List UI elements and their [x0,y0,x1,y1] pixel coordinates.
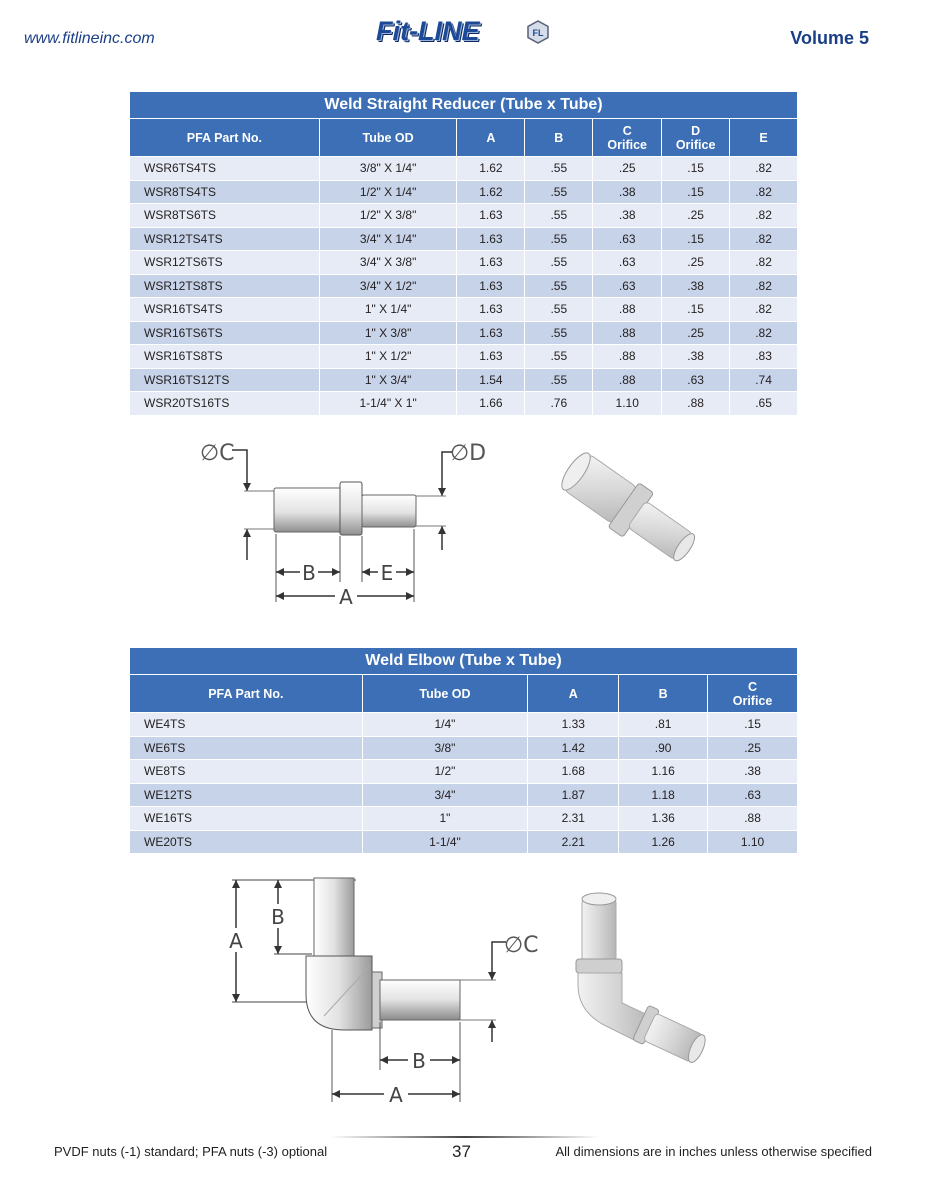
reducer-column-header [319,119,457,157]
table-cell: .82 [730,204,798,228]
column-header-sublabel: Orifice [675,137,716,152]
table-cell: .63 [593,274,662,298]
elbow-column-header [708,675,798,713]
table-cell: .82 [730,274,798,298]
table-cell: 1.62 [457,180,525,204]
table-cell: .63 [593,227,662,251]
table-cell: .65 [730,392,798,416]
part-number-cell: WSR16TS8TS [130,345,320,369]
table-cell: .25 [662,321,730,345]
table-cell: .55 [525,204,593,228]
reducer-label-e: E [380,561,394,585]
table-cell: .25 [662,251,730,275]
footer-divider [330,1136,600,1138]
elbow-column-header [362,675,528,713]
weld-elbow-table [129,647,798,854]
table-cell: 1.62 [457,157,525,181]
table-cell: 3/4" [362,783,528,807]
footer-dimension-note: All dimensions are in inches unless otherwise specified [555,1144,872,1159]
table-cell: .82 [730,251,798,275]
table-cell: 1.63 [457,204,525,228]
logo-badge-icon [526,20,550,44]
table-cell: .38 [708,760,798,784]
table-cell: .25 [662,204,730,228]
table-cell: 1-1/4" [362,830,528,854]
table-cell: .63 [708,783,798,807]
reducer-label-d: ∅D [450,441,487,466]
table-cell: .55 [525,251,593,275]
website-url[interactable]: www.fitlineinc.com [24,30,155,47]
column-header-label: E [759,130,768,145]
table-cell: .82 [730,157,798,181]
table-cell: 1.10 [593,392,662,416]
reducer-small-tube [362,495,416,527]
table-cell: .15 [662,227,730,251]
table-cell: .74 [730,368,798,392]
reducer-e-arrow-right [406,568,414,576]
table-cell: .38 [662,274,730,298]
table-row [130,807,798,831]
part-number-cell: WSR12TS8TS [130,274,320,298]
reducer-d-arrow-bottom [438,526,446,534]
column-header-label: PFA Part No. [186,130,262,145]
table-cell: 1.54 [457,368,525,392]
column-header-label: C [622,123,632,138]
table-cell: .38 [593,204,662,228]
table-row [130,204,798,228]
elbow-column-header [528,675,619,713]
reducer-label-a: A [339,585,353,609]
table-cell: .25 [708,736,798,760]
elbow-photo-upper-opening [582,893,616,905]
column-header-label: A [486,130,496,145]
table-row [130,251,798,275]
elbow-a-vert-arrow-top [232,880,240,888]
table-cell: .88 [708,807,798,831]
part-number-cell: WSR8TS6TS [130,204,320,228]
table-cell: 3/4" X 1/4" [319,227,457,251]
part-number-cell: WE8TS [130,760,363,784]
elbow-dimension-diagram [220,870,560,1110]
table-cell: .38 [662,345,730,369]
table-cell: .55 [525,180,593,204]
part-number-cell: WSR16TS4TS [130,298,320,322]
table-cell: .55 [525,321,593,345]
reducer-label-b: B [302,561,316,585]
elbow-column-header [619,675,708,713]
table-cell: .38 [593,180,662,204]
table-cell: .88 [593,345,662,369]
part-number-cell: WE20TS [130,830,363,854]
logo-wordmark: Fit-LINE [376,16,480,46]
table-row [130,321,798,345]
elbow-a-horiz-arrow-left [332,1090,340,1098]
elbow-photo-upper-tube [582,899,616,961]
table-cell: .82 [730,321,798,345]
reducer-d-arrow-top [438,488,446,496]
table-row [130,157,798,181]
table-cell: 3/4" X 3/8" [319,251,457,275]
table-cell: 1.42 [528,736,619,760]
elbow-a-vert-arrow-bottom [232,994,240,1002]
reducer-dimension-diagram [190,436,520,616]
table-row [130,760,798,784]
table-row [130,368,798,392]
table-row [130,298,798,322]
table-cell: .55 [525,345,593,369]
reducer-header-row [130,119,798,157]
table-cell: .82 [730,227,798,251]
table-row [130,274,798,298]
table-cell: 2.21 [528,830,619,854]
column-header-label: B [658,686,668,701]
table-cell: 3/4" X 1/2" [319,274,457,298]
table-cell: .25 [593,157,662,181]
elbow-header-row [130,675,798,713]
logo-badge-text: FL [532,28,544,38]
reducer-e-arrow-left [362,568,370,576]
table-cell: 1.63 [457,227,525,251]
part-number-cell: WSR8TS4TS [130,180,320,204]
table-cell: .76 [525,392,593,416]
elbow-horizontal-tube [380,980,460,1020]
column-header-label: D [691,123,701,138]
part-number-cell: WSR16TS12TS [130,368,320,392]
table-cell: 1.66 [457,392,525,416]
table-cell: .55 [525,298,593,322]
reducer-table-title: Weld Straight Reducer (Tube x Tube) [130,92,798,119]
table-cell: 1.63 [457,321,525,345]
table-cell: 1.16 [619,760,708,784]
reducer-product-photo [540,438,720,588]
table-cell: .82 [730,298,798,322]
weld-straight-reducer-table [129,91,798,416]
elbow-label-b-vert: B [271,905,285,929]
elbow-photo-upper-collar [576,959,622,973]
part-number-cell: WSR20TS16TS [130,392,320,416]
column-header-label: Tube OD [362,130,414,145]
column-header-label: Tube OD [419,686,471,701]
table-cell: .55 [525,274,593,298]
reducer-large-tube [274,488,342,532]
table-cell: 1/2" [362,760,528,784]
reducer-column-header [525,119,593,157]
reducer-column-header [662,119,730,157]
page-header [0,0,927,70]
elbow-label-b-horiz: B [412,1049,426,1073]
part-number-cell: WE6TS [130,736,363,760]
table-cell: 1.18 [619,783,708,807]
table-cell: 1-1/4" X 1" [319,392,457,416]
part-number-cell: WSR12TS6TS [130,251,320,275]
elbow-column-header [130,675,363,713]
column-header-label: PFA Part No. [208,686,284,701]
reducer-column-header [457,119,525,157]
table-cell: 2.31 [528,807,619,831]
table-cell: 1.36 [619,807,708,831]
part-number-cell: WSR12TS4TS [130,227,320,251]
table-cell: .15 [662,298,730,322]
elbow-b-horiz-arrow-right [452,1056,460,1064]
table-cell: 1.10 [708,830,798,854]
elbow-product-photo [560,885,720,1075]
table-cell: .55 [525,368,593,392]
table-cell: 1.63 [457,345,525,369]
elbow-vertical-tube [314,878,354,958]
table-row [130,830,798,854]
column-header-label: C [748,679,758,694]
table-cell: .55 [525,157,593,181]
table-cell: 1.68 [528,760,619,784]
part-number-cell: WE4TS [130,713,363,737]
table-cell: .15 [662,157,730,181]
table-cell: .88 [662,392,730,416]
part-number-cell: WSR16TS6TS [130,321,320,345]
volume-label: Volume 5 [790,28,869,48]
elbow-label-a-vert: A [229,929,243,953]
table-cell: 1.63 [457,298,525,322]
table-row [130,227,798,251]
table-cell: 1.63 [457,274,525,298]
elbow-b-horiz-arrow-left [380,1056,388,1064]
elbow-b-vert-arrow-bottom [274,946,282,954]
table-cell: 1.63 [457,251,525,275]
table-row [130,345,798,369]
column-header-label: B [554,130,564,145]
elbow-b-vert-arrow-top [274,880,282,888]
reducer-a-arrow-right [406,592,414,600]
reducer-b-arrow-left [276,568,284,576]
table-cell: .81 [619,713,708,737]
table-cell: .63 [662,368,730,392]
table-cell: 1" X 1/4" [319,298,457,322]
fitline-logo [376,16,566,50]
table-cell: 1.33 [528,713,619,737]
table-cell: 3/8" X 1/4" [319,157,457,181]
table-row [130,713,798,737]
reducer-column-header [730,119,798,157]
elbow-c-arrow-bottom [488,1020,496,1028]
table-cell: .88 [593,368,662,392]
column-header-sublabel: Orifice [732,693,773,708]
table-cell: 1" X 3/8" [319,321,457,345]
table-cell: 1.26 [619,830,708,854]
reducer-b-arrow-right [332,568,340,576]
table-cell: .88 [593,321,662,345]
table-cell: 1" X 3/4" [319,368,457,392]
part-number-cell: WE12TS [130,783,363,807]
page-number: 37 [452,1142,471,1161]
table-cell: .82 [730,180,798,204]
table-cell: .90 [619,736,708,760]
table-cell: 3/8" [362,736,528,760]
footer-nut-note: PVDF nuts (-1) standard; PFA nuts (-3) optional [54,1144,328,1159]
column-header-label: A [568,686,578,701]
table-row [130,783,798,807]
table-cell: .63 [593,251,662,275]
part-number-cell: WSR6TS4TS [130,157,320,181]
part-number-cell: WE16TS [130,807,363,831]
reducer-column-header [130,119,320,157]
table-cell: .88 [593,298,662,322]
elbow-c-arrow-top [488,972,496,980]
reducer-c-arrow-top [243,483,251,491]
table-cell: 1" X 1/2" [319,345,457,369]
table-row [130,180,798,204]
elbow-table-title: Weld Elbow (Tube x Tube) [130,648,798,675]
table-row [130,736,798,760]
elbow-bend-body [306,956,372,1030]
table-cell: .15 [662,180,730,204]
table-row [130,392,798,416]
elbow-label-a-horiz: A [389,1083,403,1107]
table-cell: .55 [525,227,593,251]
table-cell: .83 [730,345,798,369]
reducer-column-header [593,119,662,157]
table-cell: 1.87 [528,783,619,807]
reducer-c-arrow-bottom [243,529,251,537]
table-cell: 1/2" X 3/8" [319,204,457,228]
table-cell: 1/4" [362,713,528,737]
table-cell: 1/2" X 1/4" [319,180,457,204]
table-cell: .15 [708,713,798,737]
reducer-label-c: ∅C [200,441,235,466]
elbow-label-c: ∅C [504,933,539,958]
reducer-a-arrow-left [276,592,284,600]
reducer-collar [340,482,362,535]
table-cell: 1" [362,807,528,831]
elbow-a-horiz-arrow-right [452,1090,460,1098]
column-header-sublabel: Orifice [607,137,647,152]
